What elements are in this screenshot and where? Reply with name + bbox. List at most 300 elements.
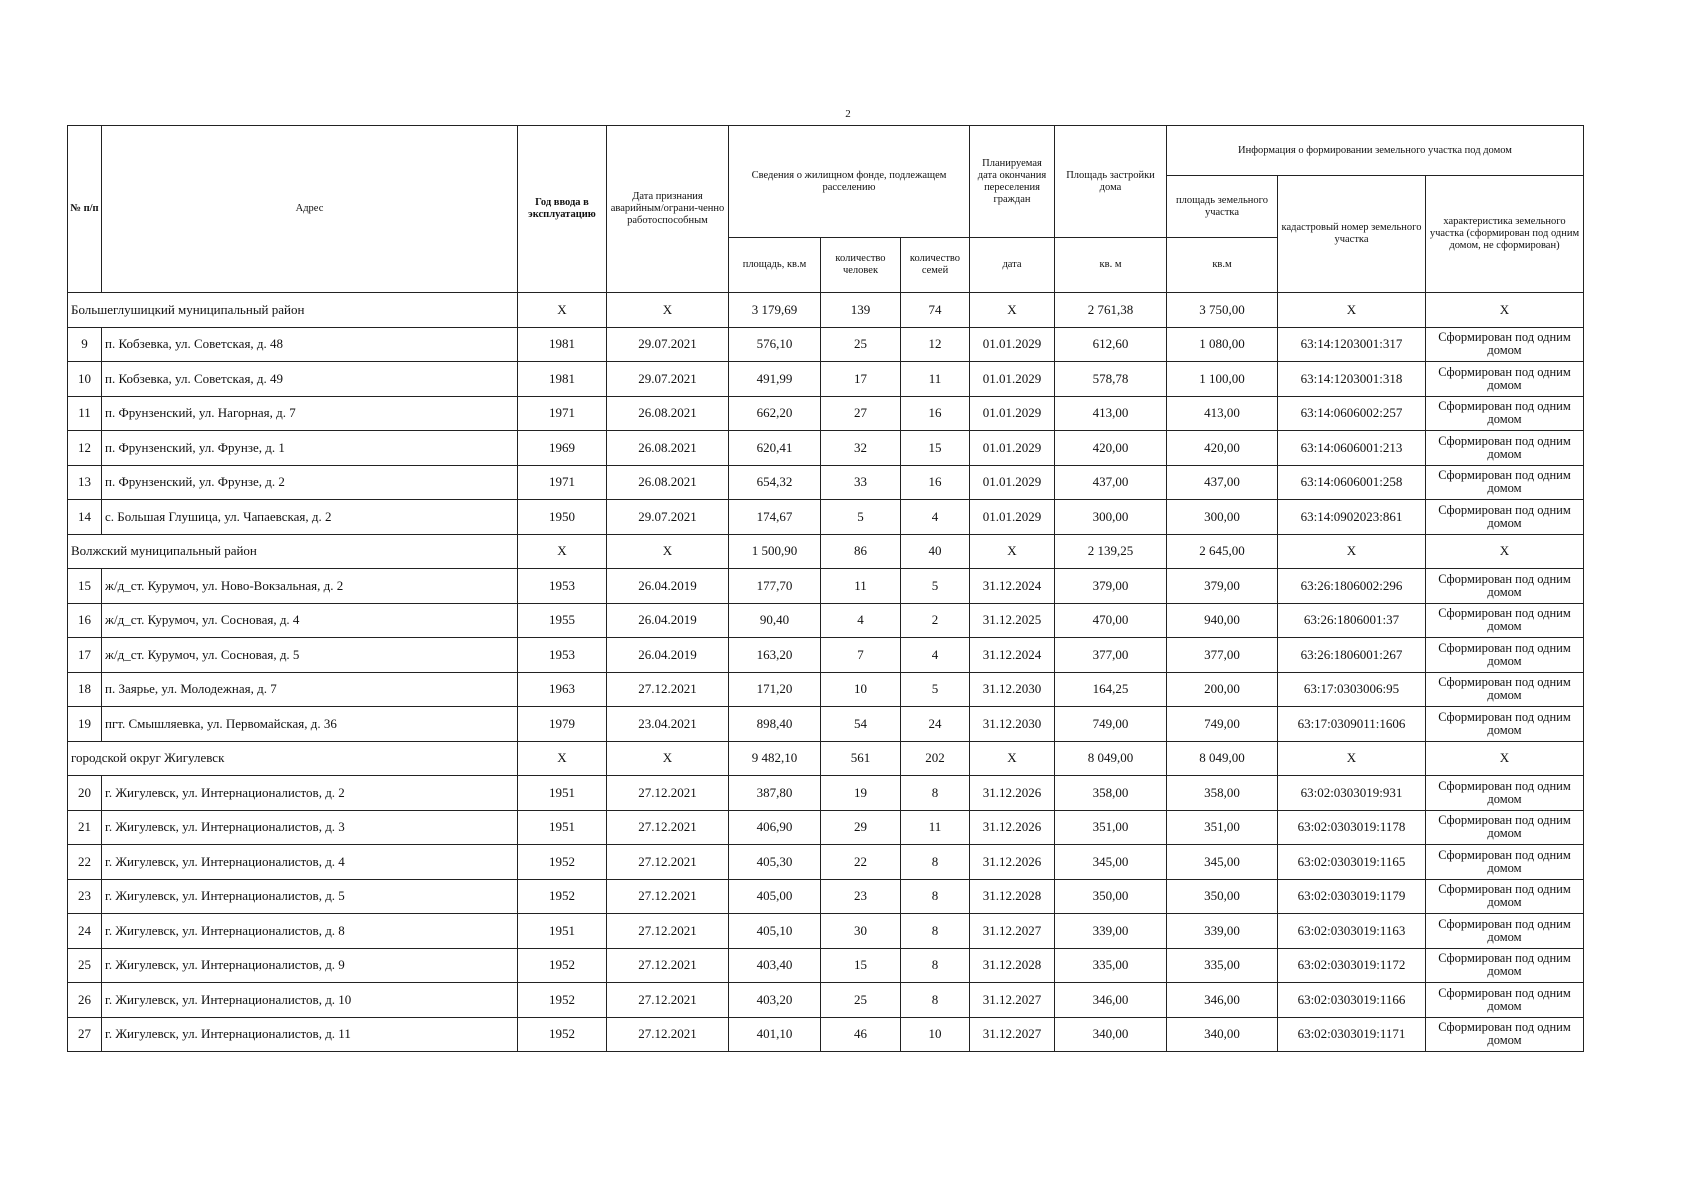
cell-char: Сформирован под одним домом: [1426, 569, 1584, 604]
cell-year: 1950: [518, 500, 607, 535]
cell-cad: 63:14:0606002:257: [1278, 396, 1426, 431]
cell-year: 1969: [518, 431, 607, 466]
cell-build: 164,25: [1055, 672, 1167, 707]
group-cell-cad: X: [1278, 741, 1426, 776]
cell-planned: 31.12.2028: [970, 948, 1055, 983]
cell-area: 90,40: [729, 603, 821, 638]
cell-n: 16: [68, 603, 102, 638]
cell-date: 27.12.2021: [607, 914, 729, 949]
cell-build: 377,00: [1055, 638, 1167, 673]
cell-build: 351,00: [1055, 810, 1167, 845]
cell-n: 19: [68, 707, 102, 742]
cell-people: 25: [821, 327, 901, 362]
cell-addr: г. Жигулевск, ул. Интернационалистов, д. 9: [102, 948, 518, 983]
cell-year: 1953: [518, 569, 607, 604]
cell-year: 1979: [518, 707, 607, 742]
cell-year: 1971: [518, 465, 607, 500]
cell-planned: 01.01.2029: [970, 362, 1055, 397]
cell-year: 1952: [518, 879, 607, 914]
header-address: Адрес: [102, 126, 518, 293]
table-row: [68, 948, 1584, 983]
group-cell-land: 3 750,00: [1167, 293, 1278, 328]
cell-land: 377,00: [1167, 638, 1278, 673]
header-cadastral: кадастровый номер земельного участка: [1278, 176, 1426, 293]
cell-build: 335,00: [1055, 948, 1167, 983]
cell-date: 27.12.2021: [607, 948, 729, 983]
cell-cad: 63:14:1203001:317: [1278, 327, 1426, 362]
cell-year: 1952: [518, 983, 607, 1018]
cell-year: 1951: [518, 914, 607, 949]
cell-planned: 31.12.2030: [970, 672, 1055, 707]
cell-char: Сформирован под одним домом: [1426, 603, 1584, 638]
cell-planned: 01.01.2029: [970, 327, 1055, 362]
cell-families: 8: [901, 914, 970, 949]
cell-char: Сформирован под одним домом: [1426, 327, 1584, 362]
cell-people: 5: [821, 500, 901, 535]
cell-cad: 63:02:0303019:1178: [1278, 810, 1426, 845]
cell-n: 15: [68, 569, 102, 604]
cell-char: Сформирован под одним домом: [1426, 396, 1584, 431]
group-cell-land: 2 645,00: [1167, 534, 1278, 569]
table-row: [68, 500, 1584, 535]
cell-people: 46: [821, 1017, 901, 1052]
table-row: [68, 983, 1584, 1018]
group-cell-build: 2 761,38: [1055, 293, 1167, 328]
cell-n: 22: [68, 845, 102, 880]
header-unit-sqm-land: кв.м: [1167, 238, 1278, 293]
cell-area: 403,40: [729, 948, 821, 983]
cell-build: 413,00: [1055, 396, 1167, 431]
cell-char: Сформирован под одним домом: [1426, 707, 1584, 742]
cell-date: 27.12.2021: [607, 776, 729, 811]
header-area-sqm: площадь, кв.м: [729, 238, 821, 293]
cell-build: 340,00: [1055, 1017, 1167, 1052]
cell-area: 163,20: [729, 638, 821, 673]
cell-build: 437,00: [1055, 465, 1167, 500]
cell-n: 25: [68, 948, 102, 983]
cell-land: 300,00: [1167, 500, 1278, 535]
cell-land: 437,00: [1167, 465, 1278, 500]
cell-planned: 31.12.2025: [970, 603, 1055, 638]
cell-year: 1955: [518, 603, 607, 638]
cell-year: 1951: [518, 776, 607, 811]
cell-families: 5: [901, 672, 970, 707]
cell-land: 940,00: [1167, 603, 1278, 638]
cell-char: Сформирован под одним домом: [1426, 776, 1584, 811]
cell-people: 17: [821, 362, 901, 397]
cell-n: 14: [68, 500, 102, 535]
group-cell-year: X: [518, 741, 607, 776]
cell-date: 29.07.2021: [607, 500, 729, 535]
cell-area: 177,70: [729, 569, 821, 604]
cell-families: 8: [901, 948, 970, 983]
cell-land: 358,00: [1167, 776, 1278, 811]
cell-n: 17: [68, 638, 102, 673]
cell-addr: п. Фрунзенский, ул. Нагорная, д. 7: [102, 396, 518, 431]
group-cell-land: 8 049,00: [1167, 741, 1278, 776]
cell-families: 8: [901, 776, 970, 811]
cell-planned: 01.01.2029: [970, 500, 1055, 535]
cell-land: 350,00: [1167, 879, 1278, 914]
group-cell-area: 1 500,90: [729, 534, 821, 569]
cell-people: 23: [821, 879, 901, 914]
cell-families: 2: [901, 603, 970, 638]
cell-planned: 31.12.2027: [970, 1017, 1055, 1052]
cell-addr: г. Жигулевск, ул. Интернационалистов, д. 11: [102, 1017, 518, 1052]
cell-year: 1953: [518, 638, 607, 673]
cell-n: 18: [68, 672, 102, 707]
table-row: [68, 362, 1584, 397]
group-cell-char: X: [1426, 534, 1584, 569]
cell-addr: ж/д_ст. Курумоч, ул. Сосновая, д. 4: [102, 603, 518, 638]
cell-date: 27.12.2021: [607, 879, 729, 914]
cell-addr: п. Кобзевка, ул. Советская, д. 48: [102, 327, 518, 362]
cell-families: 8: [901, 879, 970, 914]
table-row: [68, 1017, 1584, 1052]
cell-planned: 01.01.2029: [970, 465, 1055, 500]
cell-date: 26.04.2019: [607, 638, 729, 673]
cell-cad: 63:14:0606001:258: [1278, 465, 1426, 500]
cell-date: 29.07.2021: [607, 327, 729, 362]
cell-char: Сформирован под одним домом: [1426, 1017, 1584, 1052]
cell-people: 19: [821, 776, 901, 811]
cell-people: 33: [821, 465, 901, 500]
group-cell-planned: X: [970, 741, 1055, 776]
cell-families: 8: [901, 983, 970, 1018]
cell-addr: г. Жигулевск, ул. Интернационалистов, д. 5: [102, 879, 518, 914]
cell-build: 346,00: [1055, 983, 1167, 1018]
table-row: [68, 707, 1584, 742]
cell-addr: п. Фрунзенский, ул. Фрунзе, д. 1: [102, 431, 518, 466]
cell-cad: 63:02:0303019:1171: [1278, 1017, 1426, 1052]
cell-cad: 63:14:1203001:318: [1278, 362, 1426, 397]
cell-people: 15: [821, 948, 901, 983]
table-row: [68, 845, 1584, 880]
cell-n: 11: [68, 396, 102, 431]
group-cell-families: 202: [901, 741, 970, 776]
cell-n: 27: [68, 1017, 102, 1052]
cell-addr: с. Большая Глушица, ул. Чапаевская, д. 2: [102, 500, 518, 535]
table-row: [68, 396, 1584, 431]
cell-year: 1952: [518, 1017, 607, 1052]
cell-cad: 63:26:1806001:267: [1278, 638, 1426, 673]
cell-addr: пгт. Смышляевка, ул. Первомайская, д. 36: [102, 707, 518, 742]
cell-n: 13: [68, 465, 102, 500]
group-cell-area: 3 179,69: [729, 293, 821, 328]
cell-build: 345,00: [1055, 845, 1167, 880]
cell-date: 27.12.2021: [607, 1017, 729, 1052]
cell-people: 10: [821, 672, 901, 707]
group-cell-families: 74: [901, 293, 970, 328]
cell-n: 9: [68, 327, 102, 362]
group-name: Большеглушицкий муниципальный район: [68, 293, 518, 328]
cell-people: 7: [821, 638, 901, 673]
header-housing-info: Сведения о жилищном фонде, подлежащем расселению: [729, 126, 970, 238]
cell-area: 662,20: [729, 396, 821, 431]
cell-land: 379,00: [1167, 569, 1278, 604]
group-row: [68, 741, 1584, 776]
header-land-char: характеристика земельного участка (сформирован под одним домом, не сформирован): [1426, 176, 1584, 293]
cell-families: 11: [901, 810, 970, 845]
cell-year: 1952: [518, 845, 607, 880]
cell-n: 21: [68, 810, 102, 845]
cell-planned: 01.01.2029: [970, 396, 1055, 431]
table-row: [68, 465, 1584, 500]
cell-cad: 63:02:0303019:1179: [1278, 879, 1426, 914]
table-row: [68, 776, 1584, 811]
cell-n: 24: [68, 914, 102, 949]
cell-families: 8: [901, 845, 970, 880]
table-row: [68, 879, 1584, 914]
cell-people: 30: [821, 914, 901, 949]
header-unit-date: дата: [970, 238, 1055, 293]
cell-addr: п. Фрунзенский, ул. Фрунзе, д. 2: [102, 465, 518, 500]
cell-build: 300,00: [1055, 500, 1167, 535]
cell-area: 406,90: [729, 810, 821, 845]
group-name: городской округ Жигулевск: [68, 741, 518, 776]
cell-planned: 01.01.2029: [970, 431, 1055, 466]
group-cell-date: X: [607, 293, 729, 328]
cell-date: 23.04.2021: [607, 707, 729, 742]
cell-char: Сформирован под одним домом: [1426, 810, 1584, 845]
cell-land: 413,00: [1167, 396, 1278, 431]
page-number: 2: [845, 108, 851, 120]
cell-build: 612,60: [1055, 327, 1167, 362]
group-cell-area: 9 482,10: [729, 741, 821, 776]
cell-planned: 31.12.2027: [970, 983, 1055, 1018]
cell-families: 16: [901, 465, 970, 500]
cell-planned: 31.12.2024: [970, 638, 1055, 673]
cell-date: 26.08.2021: [607, 465, 729, 500]
cell-char: Сформирован под одним домом: [1426, 845, 1584, 880]
cell-planned: 31.12.2028: [970, 879, 1055, 914]
group-cell-people: 139: [821, 293, 901, 328]
cell-year: 1981: [518, 327, 607, 362]
cell-build: 339,00: [1055, 914, 1167, 949]
header-date-recognized: Дата признания аварийным/ограни-ченно работоспособным: [607, 126, 729, 293]
group-cell-people: 86: [821, 534, 901, 569]
table-row: [68, 810, 1584, 845]
cell-date: 26.04.2019: [607, 569, 729, 604]
group-cell-year: X: [518, 534, 607, 569]
cell-char: Сформирован под одним домом: [1426, 362, 1584, 397]
header-land-area: площадь земельного участка: [1167, 176, 1278, 238]
cell-land: 335,00: [1167, 948, 1278, 983]
cell-cad: 63:14:0606001:213: [1278, 431, 1426, 466]
cell-n: 26: [68, 983, 102, 1018]
cell-land: 200,00: [1167, 672, 1278, 707]
cell-char: Сформирован под одним домом: [1426, 914, 1584, 949]
cell-land: 1 080,00: [1167, 327, 1278, 362]
cell-area: 174,67: [729, 500, 821, 535]
group-cell-planned: X: [970, 534, 1055, 569]
cell-area: 405,00: [729, 879, 821, 914]
cell-build: 420,00: [1055, 431, 1167, 466]
cell-char: Сформирован под одним домом: [1426, 948, 1584, 983]
group-row: [68, 293, 1584, 328]
cell-build: 749,00: [1055, 707, 1167, 742]
cell-char: Сформирован под одним домом: [1426, 638, 1584, 673]
table-row: [68, 569, 1584, 604]
cell-addr: г. Жигулевск, ул. Интернационалистов, д. 2: [102, 776, 518, 811]
group-name: Волжский муниципальный район: [68, 534, 518, 569]
cell-families: 16: [901, 396, 970, 431]
cell-cad: 63:02:0303019:1172: [1278, 948, 1426, 983]
cell-land: 420,00: [1167, 431, 1278, 466]
cell-build: 578,78: [1055, 362, 1167, 397]
table-body: [68, 293, 1584, 1052]
group-cell-cad: X: [1278, 534, 1426, 569]
cell-year: 1971: [518, 396, 607, 431]
cell-n: 12: [68, 431, 102, 466]
cell-area: 576,10: [729, 327, 821, 362]
cell-area: 403,20: [729, 983, 821, 1018]
table-row: [68, 327, 1584, 362]
cell-build: 379,00: [1055, 569, 1167, 604]
cell-planned: 31.12.2030: [970, 707, 1055, 742]
header-unit-sqm-build: кв. м: [1055, 238, 1167, 293]
cell-people: 32: [821, 431, 901, 466]
cell-people: 22: [821, 845, 901, 880]
cell-date: 27.12.2021: [607, 845, 729, 880]
cell-year: 1952: [518, 948, 607, 983]
cell-land: 1 100,00: [1167, 362, 1278, 397]
cell-area: 387,80: [729, 776, 821, 811]
group-cell-build: 2 139,25: [1055, 534, 1167, 569]
cell-date: 29.07.2021: [607, 362, 729, 397]
cell-area: 401,10: [729, 1017, 821, 1052]
cell-date: 26.08.2021: [607, 396, 729, 431]
cell-families: 11: [901, 362, 970, 397]
resettlement-table: [67, 125, 1584, 1052]
cell-addr: ж/д_ст. Курумоч, ул. Сосновая, д. 5: [102, 638, 518, 673]
header-build-area: Площадь застройки дома: [1055, 126, 1167, 238]
cell-area: 620,41: [729, 431, 821, 466]
table-row: [68, 914, 1584, 949]
header-families: количество семей: [901, 238, 970, 293]
cell-n: 23: [68, 879, 102, 914]
cell-cad: 63:02:0303019:1165: [1278, 845, 1426, 880]
cell-build: 470,00: [1055, 603, 1167, 638]
cell-planned: 31.12.2026: [970, 845, 1055, 880]
cell-cad: 63:26:1806001:37: [1278, 603, 1426, 638]
group-cell-date: X: [607, 534, 729, 569]
cell-cad: 63:17:0309011:1606: [1278, 707, 1426, 742]
cell-addr: п. Заярье, ул. Молодежная, д. 7: [102, 672, 518, 707]
cell-date: 27.12.2021: [607, 810, 729, 845]
cell-land: 346,00: [1167, 983, 1278, 1018]
cell-people: 25: [821, 983, 901, 1018]
cell-cad: 63:26:1806002:296: [1278, 569, 1426, 604]
cell-land: 351,00: [1167, 810, 1278, 845]
cell-planned: 31.12.2024: [970, 569, 1055, 604]
group-row: [68, 534, 1584, 569]
table-row: [68, 603, 1584, 638]
cell-cad: 63:02:0303019:931: [1278, 776, 1426, 811]
cell-char: Сформирован под одним домом: [1426, 672, 1584, 707]
group-cell-year: X: [518, 293, 607, 328]
cell-land: 339,00: [1167, 914, 1278, 949]
cell-addr: ж/д_ст. Курумоч, ул. Ново-Вокзальная, д. 2: [102, 569, 518, 604]
group-cell-planned: X: [970, 293, 1055, 328]
cell-people: 29: [821, 810, 901, 845]
cell-planned: 31.12.2026: [970, 810, 1055, 845]
header-num: № п/п: [68, 126, 102, 293]
group-cell-families: 40: [901, 534, 970, 569]
cell-land: 345,00: [1167, 845, 1278, 880]
cell-people: 4: [821, 603, 901, 638]
cell-date: 26.08.2021: [607, 431, 729, 466]
cell-area: 405,30: [729, 845, 821, 880]
cell-year: 1951: [518, 810, 607, 845]
table-row: [68, 638, 1584, 673]
cell-people: 54: [821, 707, 901, 742]
group-cell-char: X: [1426, 741, 1584, 776]
cell-cad: 63:02:0303019:1163: [1278, 914, 1426, 949]
cell-people: 27: [821, 396, 901, 431]
group-cell-people: 561: [821, 741, 901, 776]
cell-date: 27.12.2021: [607, 672, 729, 707]
cell-char: Сформирован под одним домом: [1426, 983, 1584, 1018]
header-year: Год ввода в эксплуатацию: [518, 126, 607, 293]
header-land-info: Информация о формировании земельного участка под домом: [1167, 126, 1584, 176]
cell-char: Сформирован под одним домом: [1426, 500, 1584, 535]
cell-char: Сформирован под одним домом: [1426, 431, 1584, 466]
cell-families: 4: [901, 500, 970, 535]
cell-date: 27.12.2021: [607, 983, 729, 1018]
cell-year: 1963: [518, 672, 607, 707]
group-cell-date: X: [607, 741, 729, 776]
group-cell-cad: X: [1278, 293, 1426, 328]
cell-date: 26.04.2019: [607, 603, 729, 638]
cell-area: 405,10: [729, 914, 821, 949]
cell-addr: г. Жигулевск, ул. Интернационалистов, д. 10: [102, 983, 518, 1018]
cell-char: Сформирован под одним домом: [1426, 879, 1584, 914]
cell-addr: п. Кобзевка, ул. Советская, д. 49: [102, 362, 518, 397]
cell-char: Сформирован под одним домом: [1426, 465, 1584, 500]
cell-families: 10: [901, 1017, 970, 1052]
header-people: количество человек: [821, 238, 901, 293]
cell-families: 24: [901, 707, 970, 742]
cell-build: 350,00: [1055, 879, 1167, 914]
cell-people: 11: [821, 569, 901, 604]
cell-n: 20: [68, 776, 102, 811]
group-cell-char: X: [1426, 293, 1584, 328]
cell-families: 5: [901, 569, 970, 604]
table-row: [68, 431, 1584, 466]
cell-area: 898,40: [729, 707, 821, 742]
cell-land: 749,00: [1167, 707, 1278, 742]
cell-families: 12: [901, 327, 970, 362]
cell-families: 4: [901, 638, 970, 673]
cell-area: 491,99: [729, 362, 821, 397]
cell-cad: 63:02:0303019:1166: [1278, 983, 1426, 1018]
group-cell-build: 8 049,00: [1055, 741, 1167, 776]
cell-area: 171,20: [729, 672, 821, 707]
cell-cad: 63:14:0902023:861: [1278, 500, 1426, 535]
cell-year: 1981: [518, 362, 607, 397]
table-row: [68, 672, 1584, 707]
header-planned-date: Планируемая дата окончания переселения граждан: [970, 126, 1055, 238]
cell-addr: г. Жигулевск, ул. Интернационалистов, д. 8: [102, 914, 518, 949]
cell-families: 15: [901, 431, 970, 466]
cell-cad: 63:17:0303006:95: [1278, 672, 1426, 707]
cell-planned: 31.12.2026: [970, 776, 1055, 811]
cell-addr: г. Жигулевск, ул. Интернационалистов, д. 3: [102, 810, 518, 845]
cell-area: 654,32: [729, 465, 821, 500]
cell-n: 10: [68, 362, 102, 397]
cell-build: 358,00: [1055, 776, 1167, 811]
